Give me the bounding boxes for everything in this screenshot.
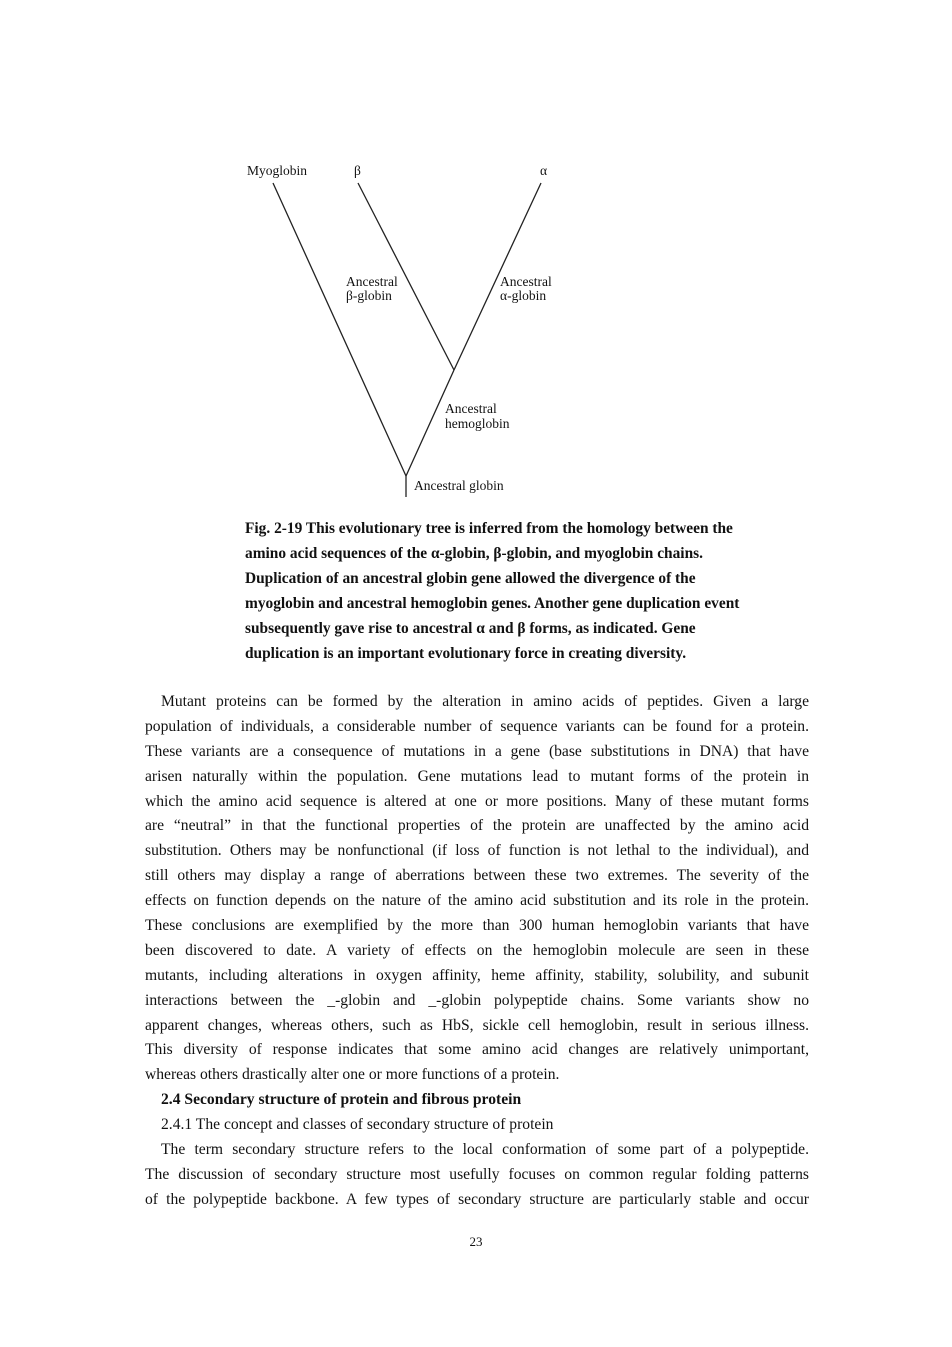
paragraph-line: arisen naturally within the population. Gene mutations lead to mutant forms of the protein in [145,767,809,785]
label-ancestral-hemoglobin-line2: hemoglobin [445,416,510,431]
paragraph-line: apparent changes, whereas others, such as HbS, sickle cell hemoglobin, result in serious illness. [145,1016,809,1034]
label-ancestral-hemoglobin-line1: Ancestral [445,401,497,416]
caption-line: Fig. 2-19 This evolutionary tree is inferred from the homology between the [245,520,733,537]
body-paragraph-mutant-proteins [145,690,809,1213]
paragraph-line: These variants are a consequence of mutations in a gene (base substitutions in DNA) that have [145,742,809,760]
caption-line: duplication is an important evolutionary force in creating diversity. [245,645,687,662]
caption-line: Duplication of an ancestral globin gene allowed the divergence of the [245,570,696,587]
label-myoglobin: Myoglobin [247,163,308,178]
label-ancestral-alpha-line1: Ancestral [500,274,552,289]
paragraph-line: population of individuals, a considerable number of sequence variants can be found for a protein. [145,717,809,735]
evolutionary-tree-figure [0,0,952,510]
subsection-heading: 2.4.1 The concept and classes of secondary structure of protein [161,1116,554,1134]
label-ancestral-beta-line1: Ancestral [346,274,398,289]
paragraph-line: interactions between the _-globin and _-globin polypeptide chains. Some variants show no [145,991,809,1009]
paragraph-line: The discussion of secondary structure most usefully focuses on common regular folding patterns [145,1165,809,1183]
paragraph-line: This diversity of response indicates that some amino acid changes are relatively unimportant, [145,1041,809,1059]
paragraph-line: of the polypeptide backbone. A few types of secondary structure are particularly stable and occur [145,1190,809,1208]
paragraph-line: whereas others drastically alter one or more functions of a protein. [145,1066,560,1084]
page-number: 23 [469,1234,483,1249]
caption-line: amino acid sequences of the α-globin, β-globin, and myoglobin chains. [245,545,703,562]
paragraph-line: These conclusions are exemplified by the more than 300 human hemoglobin variants that have [145,917,809,935]
paragraph-line: effects on function depends on the nature of the amino acid substitution and its role in the protein. [145,892,809,910]
tree-diagram [0,0,952,510]
caption-line: myoglobin and ancestral hemoglobin genes. Another gene duplication event [245,595,740,612]
paragraph-line: which the amino acid sequence is altered at one or more positions. Many of these mutant forms [145,792,809,810]
label-ancestral-beta-line2: β-globin [346,288,392,303]
section-heading: 2.4 Secondary structure of protein and fibrous protein [161,1091,522,1109]
paragraph-line: The term secondary structure refers to the local conformation of some part of a polypeptide. [161,1141,809,1159]
paragraph-line: been discovered to date. A variety of effects on the hemoglobin molecule are seen in these [145,941,809,959]
label-ancestral-alpha-line2: α-globin [500,288,547,303]
paragraph-line: mutants, including alterations in oxygen affinity, heme affinity, stability, solubility, and subunit [145,966,809,984]
label-beta: β [354,163,361,178]
label-alpha: α [540,163,548,178]
paragraph-line: substitution. Others may be nonfunctional (if loss of function is not lethal to the individual), and [145,842,809,860]
paragraph-line: Mutant proteins can be formed by the alteration in amino acids of peptides. Given a large [161,693,809,710]
paragraph-line: still others may display a range of aberrations between these two extremes. The severity of the [145,867,809,885]
caption-line: subsequently gave rise to ancestral α and β forms, as indicated. Gene [245,620,696,637]
paragraph-line: are “neutral” in that the functional properties of the protein are unaffected by the amino acid [145,817,809,835]
label-ancestral-globin: Ancestral globin [414,478,504,493]
myoglobin-branch [273,183,406,476]
figure-caption [245,516,825,666]
